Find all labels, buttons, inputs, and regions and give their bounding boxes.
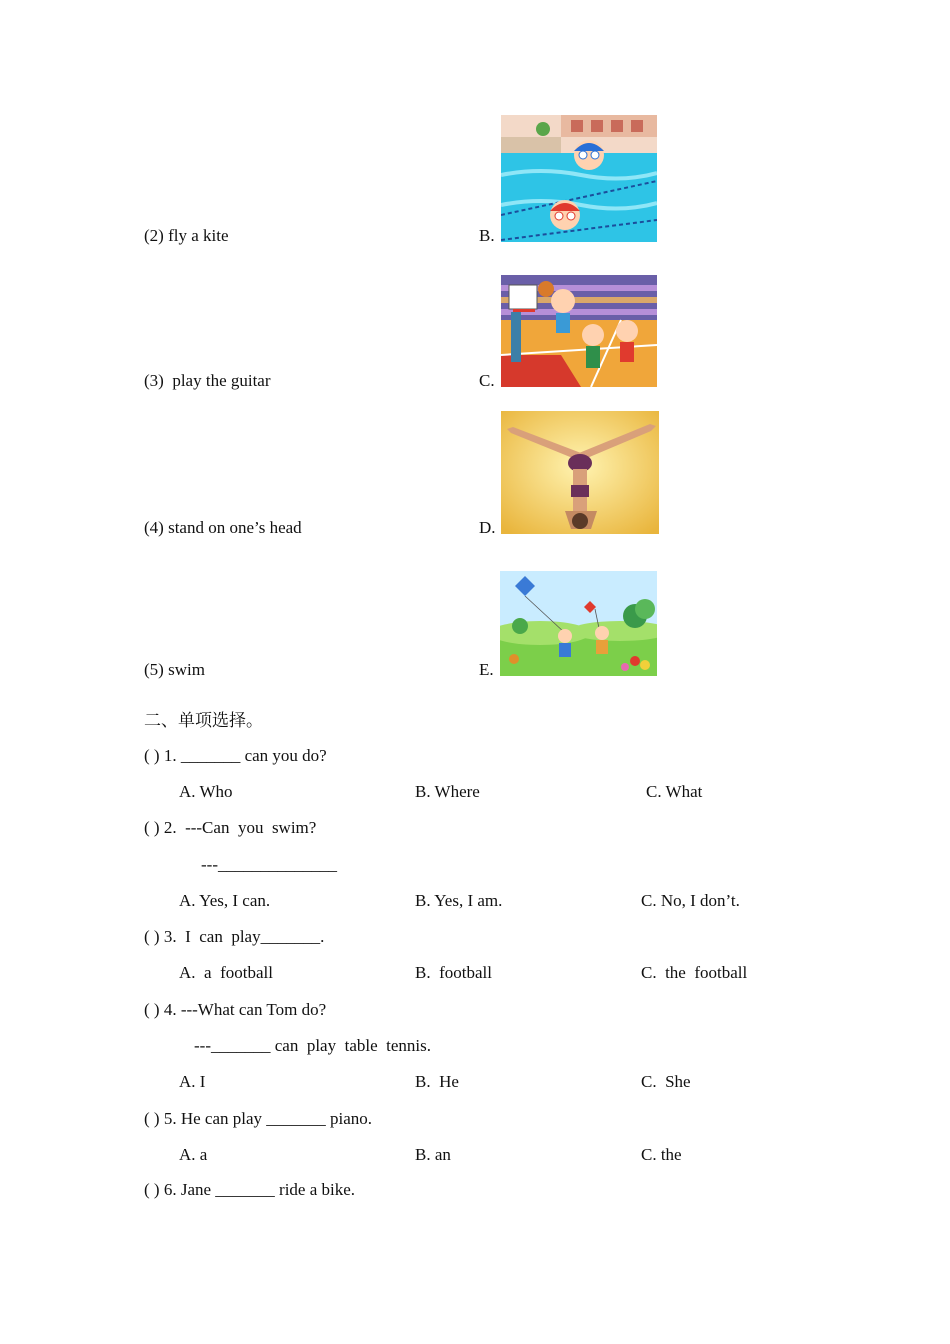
question-3-option-a: A. a football — [179, 963, 273, 982]
match-item-3: (3) play the guitar — [144, 371, 271, 390]
question-3-option-b: B. football — [415, 963, 492, 982]
question-4-option-c: C. She — [641, 1072, 691, 1091]
question-6-stem: ( ) 6. Jane _______ ride a bike. — [144, 1180, 356, 1199]
question-2-option-a: A. Yes, I can. — [179, 891, 271, 910]
question-1-option-b: B. Where — [415, 782, 480, 801]
question-4-option-b: B. He — [415, 1072, 459, 1091]
swimming-picture — [501, 115, 657, 242]
question-2-option-b: B. Yes, I am. — [415, 891, 503, 910]
question-2-answer-line: ---______________ — [201, 855, 337, 874]
match-item-2: (2) fly a kite — [144, 226, 229, 245]
match-item-4: (4) stand on one’s head — [144, 518, 302, 537]
question-4-option-a: A. I — [179, 1072, 206, 1091]
question-1-stem: ( ) 1. _______ can you do? — [144, 746, 327, 765]
question-1-option-c: C. What — [646, 782, 703, 801]
question-5-stem: ( ) 5. He can play _______ piano. — [144, 1109, 373, 1128]
question-4-answer-line: ---_______ can play table tennis. — [194, 1036, 431, 1055]
section-heading: 二、单项选择。 — [144, 711, 263, 730]
question-5-option-c: C. the — [641, 1145, 682, 1164]
question-5-option-a: A. a — [179, 1145, 208, 1164]
question-5-option-b: B. an — [415, 1145, 451, 1164]
match-letter-b: B. — [479, 226, 495, 245]
headstand-picture — [501, 411, 659, 534]
question-1-option-a: A. Who — [179, 782, 233, 801]
basketball-picture — [501, 275, 657, 387]
question-2-stem: ( ) 2. ---Can you swim? — [144, 818, 317, 837]
question-3-option-c: C. the football — [641, 963, 748, 982]
match-letter-c: C. — [479, 371, 495, 390]
match-letter-d: D. — [479, 518, 496, 537]
match-item-5: (5) swim — [144, 660, 205, 679]
question-4-stem: ( ) 4. ---What can Tom do? — [144, 1000, 327, 1019]
match-letter-e: E. — [479, 660, 494, 679]
question-3-stem: ( ) 3. I can play_______. — [144, 927, 325, 946]
kite-flying-picture — [500, 571, 657, 676]
question-2-option-c: C. No, I don’t. — [641, 891, 740, 910]
